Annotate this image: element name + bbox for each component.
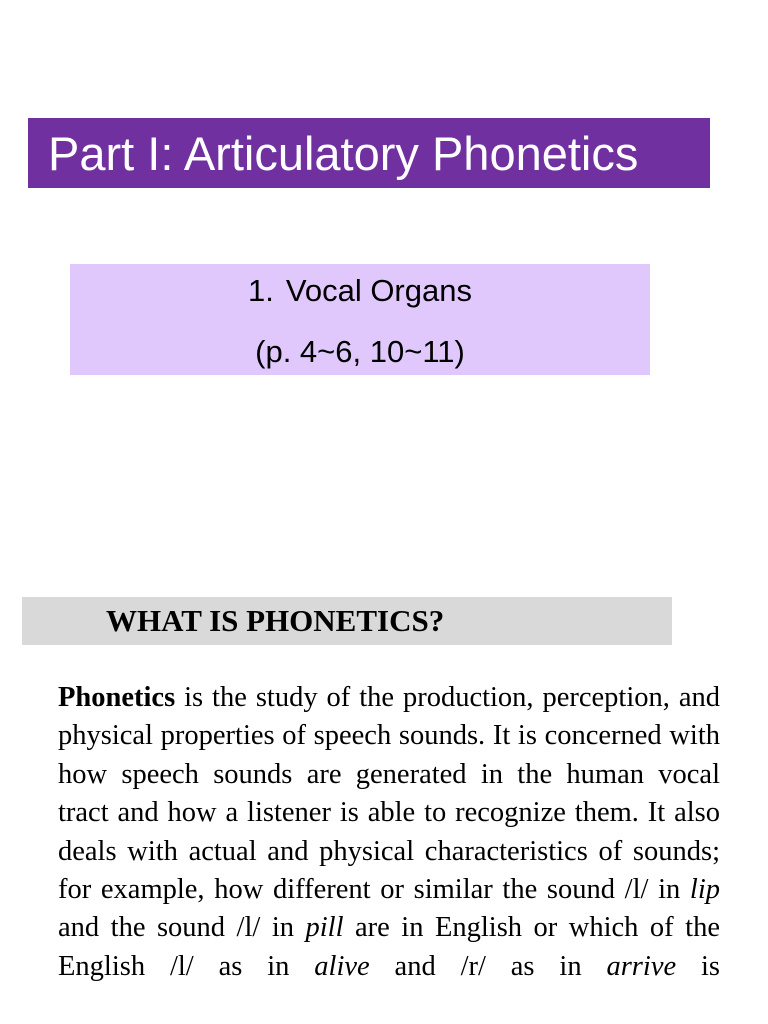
subtitle-text: Vocal Organs: [285, 273, 472, 308]
subtitle-box: [70, 264, 650, 375]
body-paragraph: [58, 679, 720, 986]
subtitle-heading: [70, 273, 650, 309]
example-lip: lip: [689, 874, 720, 906]
example-arrive: arrive: [606, 950, 677, 982]
paragraph-text-2: and the sound /l/ in: [58, 912, 306, 944]
subtitle-pages: (p. 4~6, 10~11): [255, 334, 465, 369]
example-alive: alive: [314, 950, 370, 982]
paragraph-text-4: and /r/ as in: [369, 950, 607, 982]
subtitle-number: 1.: [248, 273, 274, 308]
paragraph-text-3: are in English or which of the English /l/ as in: [58, 912, 720, 982]
title-banner: [28, 118, 710, 188]
paragraph-text-5: is: [676, 950, 721, 982]
page-title: Part I: Articulatory Phonetics: [48, 126, 639, 180]
paragraph-text-1: is the study of the production, perception, and physical properties of speech sounds. It is concerned with how speech sounds are generated in the human vocal tract and how a listener is able to recognize them. It also deals with actual and physical characteristics of sounds; for example, how different or similar the sound /l/ in: [58, 682, 720, 906]
example-pill: pill: [305, 912, 344, 944]
section-heading: WHAT IS PHONETICS?: [106, 603, 445, 638]
term-phonetics: Phonetics: [58, 682, 176, 713]
section-heading-bar: [22, 597, 672, 645]
